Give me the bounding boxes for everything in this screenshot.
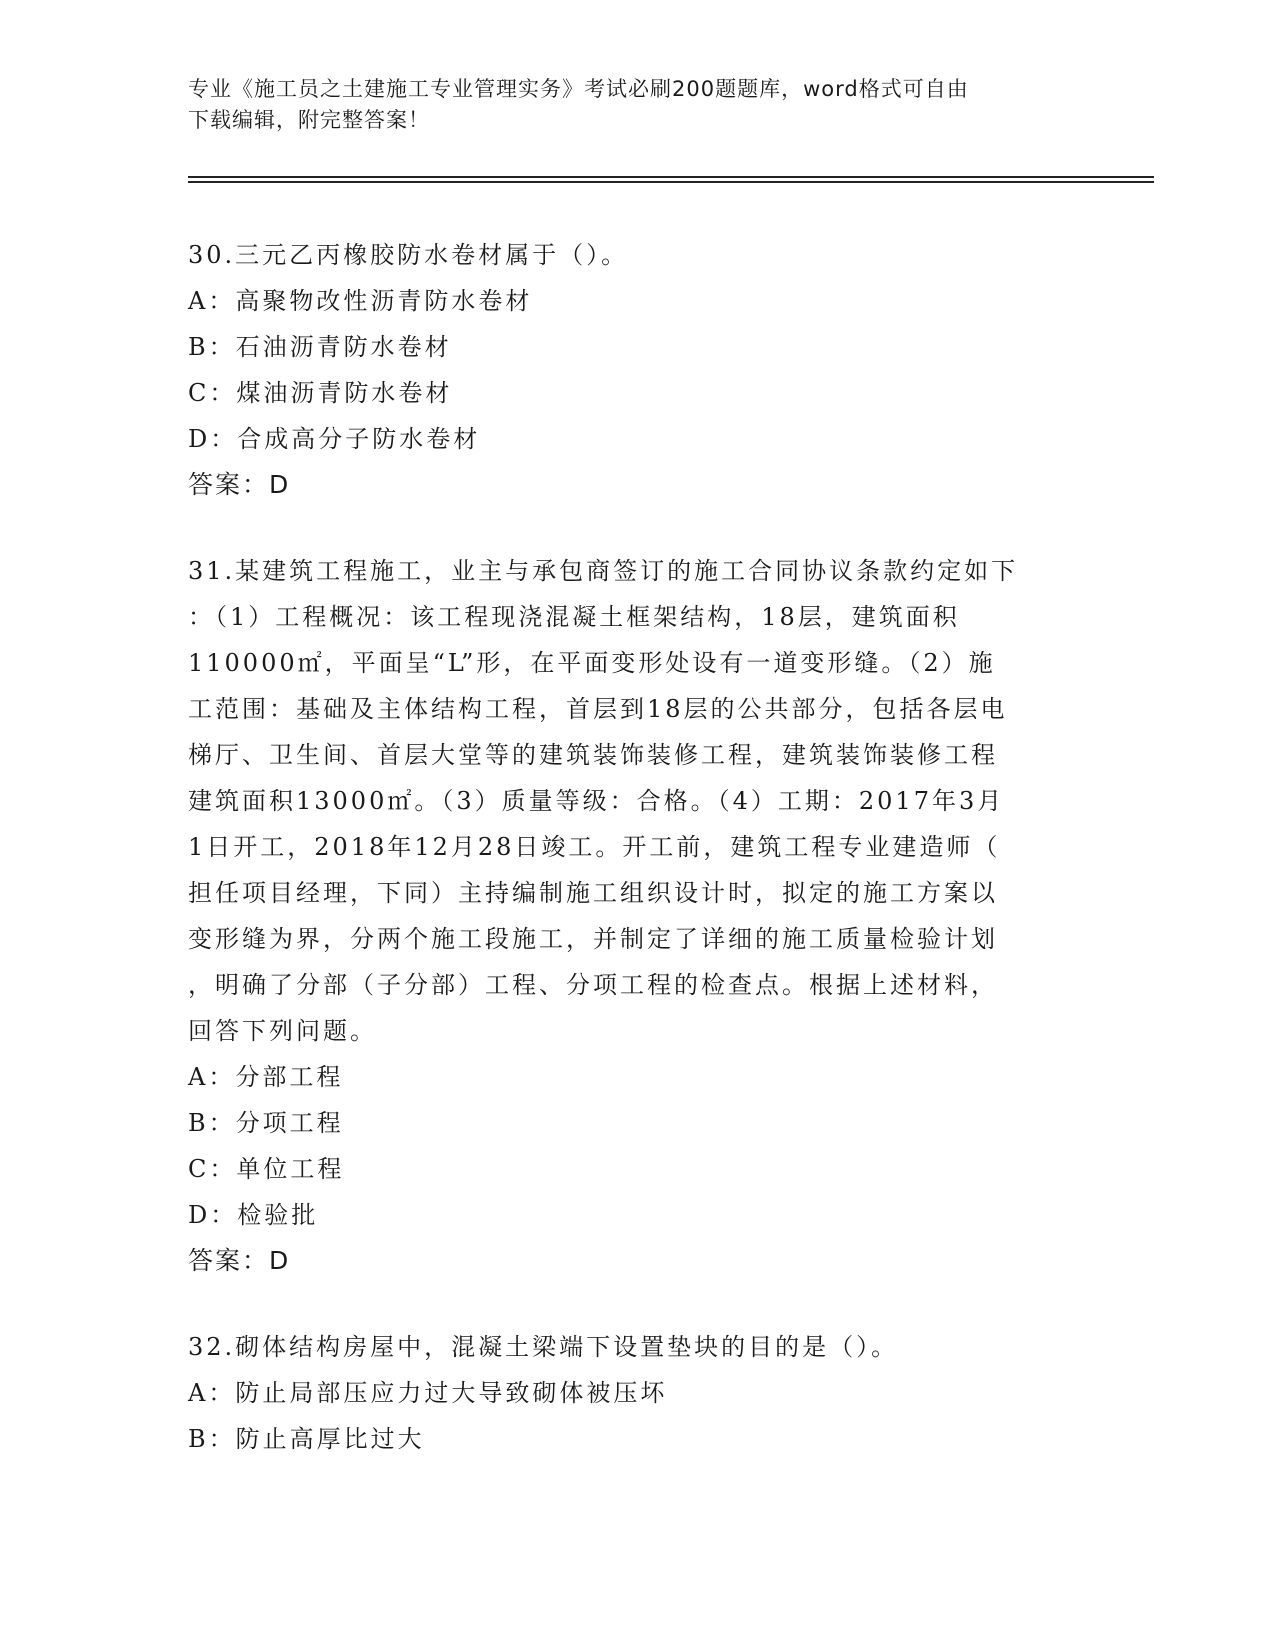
- option-a: A：分部工程: [188, 1063, 344, 1091]
- option-b: B：分项工程: [188, 1109, 344, 1137]
- option-d: D：合成高分子防水卷材: [188, 425, 481, 453]
- question-stem-line: 工范围：基础及主体结构工程，首层到18层的公共部分，包括各层电: [188, 695, 1008, 723]
- question-32: [188, 1324, 1078, 1462]
- question-stem-line: 担任项目经理，下同）主持编制施工组织设计时，拟定的施工方案以: [188, 879, 998, 907]
- question-stem-line: ：（1）工程概况：该工程现浇混凝土框架结构，18层，建筑面积: [188, 603, 960, 631]
- document-header: [188, 74, 1068, 136]
- question-stem-line: 110000㎡，平面呈“L”形，在平面变形处设有一道变形缝。（2）施: [188, 649, 996, 677]
- option-b: B：防止高厚比过大: [188, 1425, 425, 1453]
- option-a: A：高聚物改性沥青防水卷材: [188, 287, 533, 315]
- answer-line: 答案：D: [188, 470, 291, 499]
- question-stem-line: 梯厅、卫生间、首层大堂等的建筑装饰装修工程，建筑装饰装修工程: [188, 741, 998, 769]
- question-list: [188, 232, 1078, 1502]
- header-line-1: 专业《施工员之土建施工专业管理实务》考试必刷200题题库，word格式可自由: [188, 77, 969, 101]
- question-stem-line: 变形缝为界，分两个施工段施工，并制定了详细的施工质量检验计划: [188, 925, 998, 953]
- question-31: [188, 548, 1078, 1284]
- question-stem-line: 回答下列问题。: [188, 1017, 377, 1045]
- question-stem: 32.砌体结构房屋中，混凝土梁端下设置垫块的目的是（）。: [188, 1333, 899, 1361]
- question-stem: 30.三元乙丙橡胶防水卷材属于（）。: [188, 241, 629, 269]
- header-line-2: 下载编辑，附完整答案！: [188, 108, 430, 132]
- question-30: [188, 232, 1078, 508]
- option-a: A：防止局部压应力过大导致砌体被压坏: [188, 1379, 668, 1407]
- answer-line: 答案：D: [188, 1246, 291, 1275]
- header-divider-bottom: [188, 181, 1154, 183]
- header-divider-top: [188, 176, 1154, 178]
- option-c: C：煤油沥青防水卷材: [188, 379, 453, 407]
- option-d: D：检验批: [188, 1201, 319, 1229]
- option-c: C：单位工程: [188, 1155, 345, 1183]
- question-stem-line: 1日开工，2018年12月28日竣工。开工前，建筑工程专业建造师（: [188, 833, 1001, 861]
- question-stem-line: 31.某建筑工程施工，业主与承包商签订的施工合同协议条款约定如下: [188, 557, 1019, 585]
- question-stem-line: ，明确了分部（子分部）工程、分项工程的检查点。根据上述材料，: [188, 971, 998, 999]
- option-b: B：石油沥青防水卷材: [188, 333, 452, 361]
- question-stem-line: 建筑面积13000㎡。（3）质量等级：合格。（4）工期：2017年3月: [188, 787, 1005, 815]
